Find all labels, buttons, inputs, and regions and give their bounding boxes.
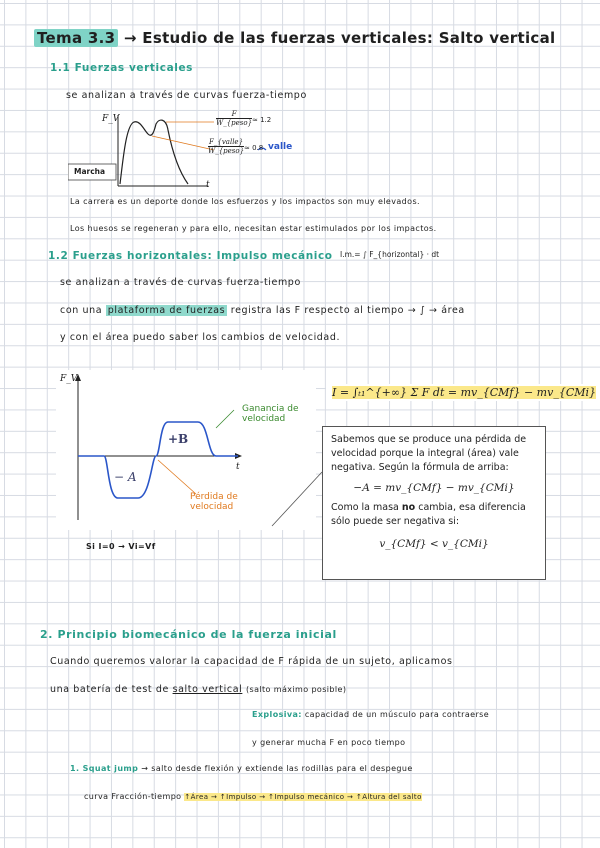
fig2-perdida-label [190, 492, 238, 512]
fig1-eq1-val: ≈ 1.2 [252, 116, 272, 124]
fig1-valle-label: valle [268, 142, 293, 152]
fig1-valley-line [152, 136, 214, 150]
fig2-perdida-line1: Pérdida de [190, 492, 238, 502]
box-equation-2: v_{CMf} < v_{CMi} [379, 538, 489, 550]
fig2-ganancia-label [242, 404, 299, 424]
s2-line2-highlight: plataforma de fuerzas [107, 305, 226, 316]
explosiva-line-2: y generar mucha F en poco tiempo [252, 738, 406, 747]
fig2-minus-a: − A [114, 470, 137, 484]
fig1-eq2-val: ≈ 0.8 [244, 144, 264, 152]
s2-line3: y con el área puedo saber los cambios de velocidad. [60, 332, 341, 343]
impulse-main-formula-text: I = ∫ₜ₁^{+∞} Σ F dt = mv_{CMf} − mv_{CMi} [332, 386, 597, 399]
s3-line1: Cuando queremos valorar la capacidad de F rápida de un sujeto, aplicamos [50, 656, 453, 667]
s2-line2-pre: con una [60, 305, 103, 316]
s3-line2 [50, 684, 346, 695]
squat-label: 1. Squat jump [70, 764, 139, 773]
fig1-eq2 [208, 138, 244, 155]
section-heading-1-2: 1.2 Fuerzas horizontales: Impulso mecánico [48, 250, 333, 262]
s1-line2: La carrera es un deporte donde los esfuerzos y los impactos son muy elevados. [70, 197, 420, 206]
fig2-xlabel: t [236, 462, 240, 472]
s3-line2-post: (salto máximo posible) [245, 685, 347, 694]
fig2-plus-b: +B [168, 432, 189, 446]
graph-to-box-arrow [270, 470, 326, 530]
box-p2-pre: Como la masa [331, 502, 399, 513]
fig1-eq1-num: F [231, 110, 237, 118]
squat-text: → salto desde flexión y extiende las rodillas para el despegue [141, 764, 413, 773]
box-p2-post: cambia, esa diferencia sólo puede ser negativa si: [331, 502, 526, 527]
fig1-ylabel: F_V [102, 114, 120, 124]
s1-line3: Los huesos se regeneran y para ello, necesitan estar estimulados por los impactos. [70, 224, 437, 233]
squat-line [70, 764, 413, 773]
fig1-eq1 [216, 110, 252, 127]
explosiva-line [252, 710, 489, 719]
explanation-box [322, 426, 546, 580]
curva-line [84, 792, 422, 801]
si-line: Si I=0 → Vi=Vf [86, 542, 156, 551]
section-heading-1-1: 1.1 Fuerzas verticales [50, 62, 194, 74]
fig2-ganancia-line2: velocidad [242, 414, 286, 424]
s3-line2-highlight: salto vertical [172, 684, 243, 695]
s2-line1: se analizan a través de curvas fuerza-tiempo [60, 277, 301, 288]
curva-text: curva Fracción-tiempo [84, 792, 182, 801]
box-paragraph-1: Sabemos que se produce una pérdida de velocidad porque la integral (área) vale negativa. Según la fórmula de arriba: [331, 434, 527, 473]
curva-chain: ↑Área → ↑Impulso → ↑Impulso mecánico → ↑Altura del salto [184, 793, 422, 801]
explosiva-text: capacidad de un músculo para contraerse [304, 710, 490, 719]
fig1-eq1-den: W_{peso} [216, 119, 253, 127]
impulse-main-formula [326, 384, 600, 401]
fig1-eq2-num: F_{valle} [209, 138, 244, 146]
box-equation-1: −A = mv_{CMf} − mv_{CMi} [353, 482, 515, 494]
page-title [34, 29, 555, 47]
title-text: Estudio de las fuerzas verticales: Salto vertical [142, 29, 556, 47]
s2-line2-post: registra las F respecto al tiempo → ∫ → área [230, 305, 465, 316]
s3-line2-pre: una batería de test de [50, 684, 169, 695]
force-curve-figure [68, 110, 308, 195]
s1-line1: se analizan a través de curvas fuerza-tiempo [66, 90, 307, 101]
fig2-perdida-line2: velocidad [190, 502, 234, 512]
fig2-perdida-line [158, 460, 196, 494]
fig2-ganancia-line1: Ganancia de [242, 404, 299, 414]
tema-label: Tema 3.3 [34, 29, 118, 47]
s2-line2 [60, 305, 465, 316]
fig2-ylabel: F_V [60, 374, 78, 384]
fig1-eq2-den: W_{peso} [208, 147, 245, 155]
title-arrow: → [123, 29, 137, 47]
fig2-ganancia-line [216, 410, 234, 428]
fig1-marcha-label: Marcha [74, 167, 106, 176]
section-heading-2: 2. Principio biomecánico de la fuerza inicial [40, 628, 337, 641]
fig1-xlabel: t [206, 180, 210, 190]
box-p2-bold: no [401, 502, 416, 513]
box-paragraph-2 [331, 501, 537, 529]
impulso-formula: I.m.= ∫ F_{horizontal} · dt [340, 250, 440, 259]
fig1-curve [120, 120, 188, 184]
explosiva-label: Explosiva: [252, 710, 302, 719]
